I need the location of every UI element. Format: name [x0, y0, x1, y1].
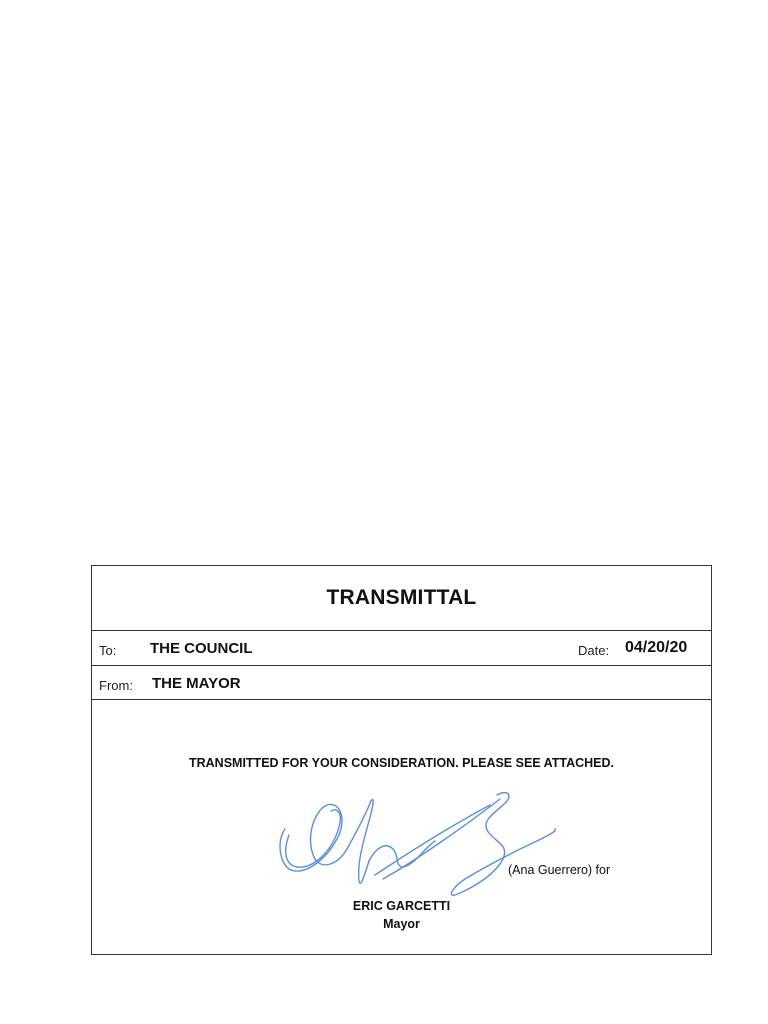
from-label: From:	[99, 678, 133, 693]
to-label: To:	[99, 643, 117, 658]
to-value: THE COUNCIL	[150, 640, 253, 657]
date-value: 04/20/20	[625, 639, 688, 656]
to-row	[92, 631, 711, 666]
from-value: THE MAYOR	[152, 675, 241, 692]
signature-graphic	[275, 791, 565, 901]
handwritten-signature	[275, 791, 565, 901]
signer-title: Mayor	[383, 917, 420, 931]
signed-for-text: (Ana Guerrero) for	[508, 863, 611, 877]
signer-name: ERIC GARCETTI	[352, 899, 451, 913]
transmittal-message: TRANSMITTED FOR YOUR CONSIDERATION. PLEASE SEE ATTACHED.	[188, 756, 615, 770]
from-row	[92, 666, 711, 700]
title-row	[92, 566, 711, 631]
document-title: TRANSMITTAL	[326, 586, 477, 609]
transmittal-form	[91, 565, 712, 955]
date-label: Date:	[578, 643, 610, 658]
